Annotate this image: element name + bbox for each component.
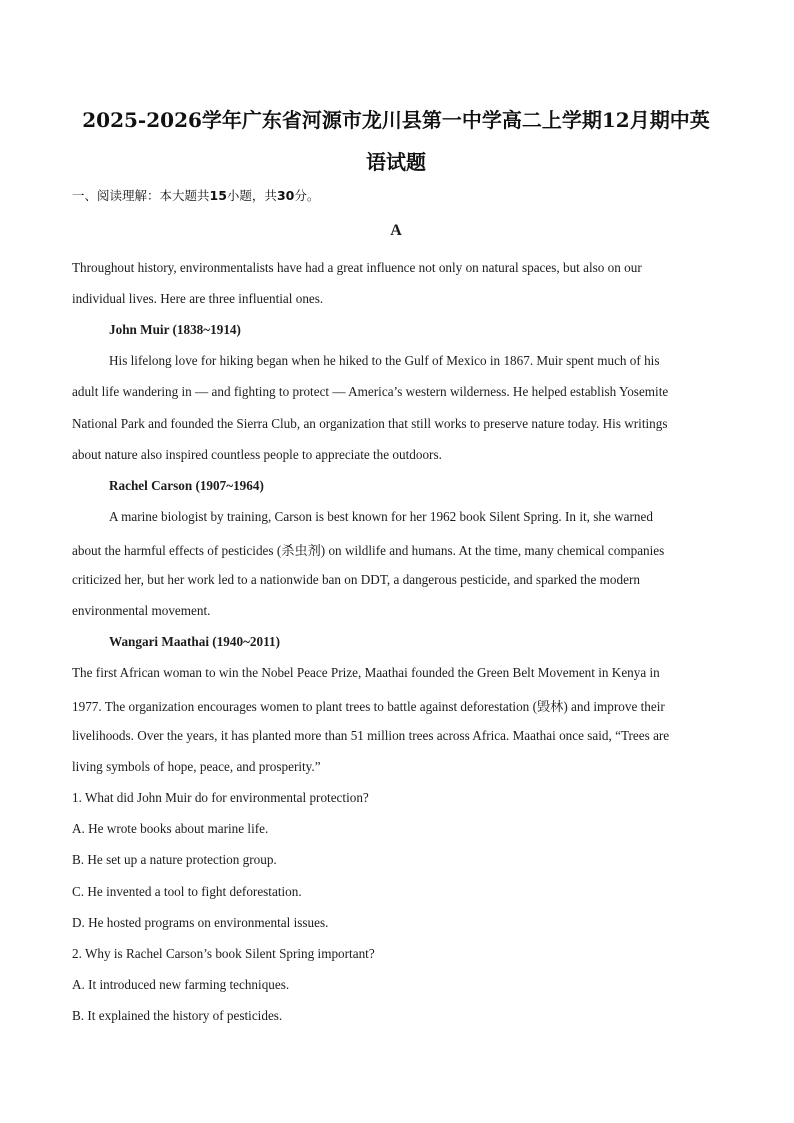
answer-option: B. It explained the history of pesticides. — [72, 1008, 283, 1023]
paragraph-line: living symbols of hope, peace, and prosperity.” — [72, 759, 321, 774]
section-score: 30 — [276, 188, 295, 203]
person-name-maathai: Wangari Maathai (1940~2011) — [109, 634, 280, 649]
passage-letter: A — [390, 222, 402, 239]
paragraph-line: criticized her, but her work led to a nationwide ban on DDT, a dangerous pesticide, and sparked the modern — [72, 572, 640, 587]
question-stem: 2. Why is Rachel Carson’s book Silent Spring important? — [72, 946, 375, 961]
answer-option: B. He set up a nature protection group. — [72, 852, 277, 867]
paragraph-line: livelihoods. Over the years, it has planted more than 51 million trees across Africa. Maathai once said, “Trees are — [72, 728, 670, 743]
section-mid: 小题，共 — [226, 188, 277, 203]
person-name-muir: John Muir (1838~1914) — [109, 322, 241, 337]
answer-option: D. He hosted programs on environmental issues. — [72, 915, 329, 930]
paragraph-line: 1977. The organization encourages women to plant trees to battle against deforestation (毁林) and improve their — [72, 699, 665, 714]
paragraph-line: National Park and founded the Sierra Club, an organization that still works to preserve nature today. His writings — [72, 416, 668, 431]
answer-option: A. He wrote books about marine life. — [72, 821, 269, 836]
document-title-line-1: 2025-2026学年广东省河源市龙川县第一中学高二上学期12月期中英 — [82, 108, 710, 132]
section-suffix: 分。 — [294, 188, 320, 203]
section-header — [72, 186, 319, 204]
answer-option: C. He invented a tool to fight deforestation. — [72, 884, 302, 899]
intro-line: individual lives. Here are three influential ones. — [72, 291, 324, 306]
section-prefix: 一、阅读理解：本大题共 — [72, 188, 210, 203]
person-name-carson: Rachel Carson (1907~1964) — [109, 478, 264, 493]
paragraph-line: environmental movement. — [72, 603, 211, 618]
paragraph-line: His lifelong love for hiking began when he hiked to the Gulf of Mexico in 1867. Muir spent much of his — [109, 353, 660, 368]
document-title-line-2: 语试题 — [366, 150, 426, 174]
paragraph-line: The first African woman to win the Nobel Peace Prize, Maathai founded the Green Belt Movement in Kenya in — [72, 665, 660, 680]
paragraph-line: about nature also inspired countless people to appreciate the outdoors. — [72, 447, 442, 462]
question-stem: 1. What did John Muir do for environmental protection? — [72, 790, 369, 805]
paragraph-line: about the harmful effects of pesticides (杀虫剂) on wildlife and humans. At the time, many chemical companies — [72, 543, 665, 558]
section-question-count: 15 — [209, 188, 227, 203]
intro-line: Throughout history, environmentalists have had a great influence not only on natural spaces, but also on our — [72, 260, 642, 275]
paragraph-line: A marine biologist by training, Carson is best known for her 1962 book Silent Spring. In it, she warned — [109, 509, 653, 524]
answer-option: A. It introduced new farming techniques. — [72, 977, 290, 992]
paragraph-line: adult life wandering in — and fighting to protect — America’s western wilderness. He helped establish Yosemite — [72, 384, 669, 399]
